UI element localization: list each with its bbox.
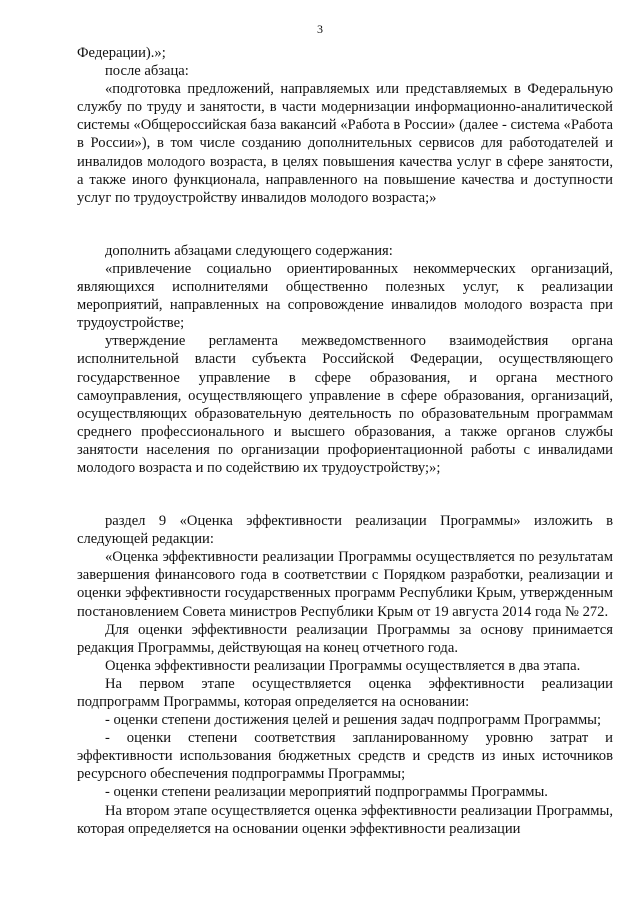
paragraph-evaluation: «Оценка эффективности реализации Программы осуществляется по результатам завершения финансового года в соответствии с Порядком разработки, реализации и оценки эффективности государственных программ Республики Крым, утвержденным постановлением Совета министров Республики Крым от 19 августа 2014 года № 272.: [77, 549, 613, 620]
paragraph-evaluation-basis: Для оценки эффективности реализации Программы за основу принимается редакция Программы, действующая на конец отчетного года.: [77, 621, 613, 656]
paragraph-regulation: утверждение регламента межведомственного взаимодействия органа исполнительной власти субъекта Российской Федерации, осуществляющего государственное управление в сфере образования, и органа местного самоуправления, осуществляющего управление в сфере образования, организаций, осуществляющих образовательную деятельность по образовательным программам среднего профессионального и высшего образования, а также органов службы занятости населения по организации профориентационной работы с инвалидами молодого возраста и по содействию их трудоустройству;»;: [77, 333, 613, 476]
page-number: 3: [317, 22, 323, 36]
paragraph-quote-vacancy-system: «подготовка предложений, направляемых или представляемых в Федеральную службу по труду и занятости, в части модернизации информационно-аналитической системы «Общероссийская база вакансий «Работа в России» (далее - система «Работа в России»), в том числе созданию дополнительных сервисов для работодателей и инвалидов молодого возраста, в целях повышения качества услуг в сфере занятости, а также иного функционала, направленного на повышение качества и доступности услуг по трудоустройству инвалидов молодого возраста;»: [77, 81, 613, 206]
list-item-goals: - оценки степени достижения целей и решения задач подпрограмм Программы;: [105, 712, 602, 729]
paragraph-add-abzats: дополнить абзацами следующего содержания:: [105, 242, 393, 259]
list-item-measures: - оценки степени реализации мероприятий подпрограммы Программы.: [105, 784, 548, 801]
paragraph-second-stage: На втором этапе осуществляется оценка эффективности реализации Программы, которая определяется на основании оценки эффективности реализации: [77, 802, 613, 837]
paragraph-two-stages: Оценка эффективности реализации Программы осуществляется в два этапа.: [105, 657, 581, 674]
paragraph-after-abzats: после абзаца:: [105, 63, 189, 80]
paragraph-continuation: Федерации).»;: [77, 45, 166, 61]
paragraph-first-stage: На первом этапе осуществляется оценка эффективности реализации подпрограмм Программы, которая определяется на основании:: [77, 675, 613, 710]
paragraph-attract-nko: «привлечение социально ориентированных некоммерческих организаций, являющихся исполнителями общественно полезных услуг, к реализации мероприятий, направленных на сопровождение инвалидов молодого возраста при трудоустройстве;: [77, 260, 613, 332]
document-body: [77, 44, 613, 838]
list-item-costs: - оценки степени соответствия запланированному уровню затрат и эффективности использования бюджетных средств и средств из иных источников ресурсного обеспечения подпрограммы Программы;: [77, 730, 613, 783]
section-gap: [77, 477, 613, 512]
paragraph-section-9: раздел 9 «Оценка эффективности реализации Программы» изложить в следующей редакции:: [77, 513, 613, 548]
section-gap: [77, 207, 613, 242]
